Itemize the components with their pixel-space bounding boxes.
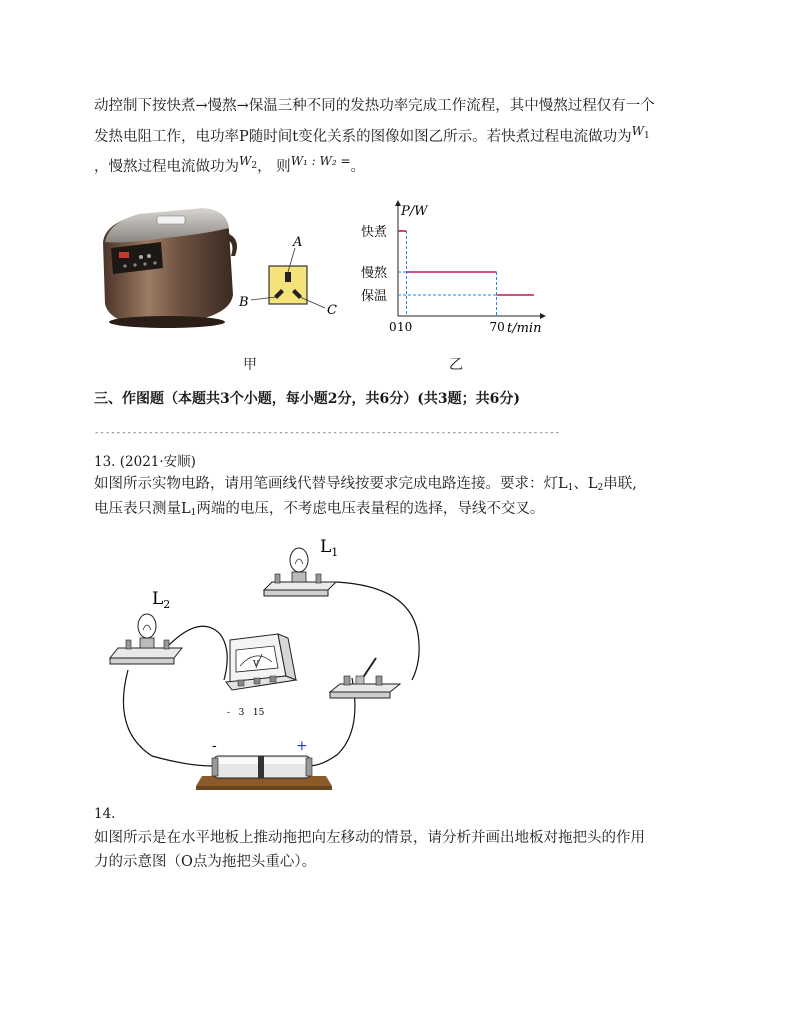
q13-sub1: 1	[567, 483, 574, 493]
label-l2: $L_2$	[152, 589, 171, 611]
q14-number: 14.	[94, 806, 116, 822]
section-3-heading: 三、作图题（本题共3个小题，每小题2分，共6分）(共3题；共6分)	[94, 391, 520, 407]
q12-text-line3	[94, 154, 365, 176]
y-axis-label: P/W	[401, 204, 428, 219]
q14-text-line2: 力的示意图（O点为拖把头重心）。	[94, 854, 317, 870]
x-axis-label: t/min	[507, 321, 542, 336]
socket-label-a: A	[293, 235, 303, 250]
q12-line2-text: 发热电阻工作，电功率P随时间t变化关系的图像如图乙所示。若快煮过程电流做功为	[94, 129, 632, 145]
figure-yi-chart	[355, 198, 555, 343]
battery-negative-label: -	[212, 738, 217, 754]
voltmeter-terminal-labels: - 3 15	[227, 708, 265, 718]
w2-subscript: 2	[251, 161, 258, 171]
q13-line2-b: 两端的电压，不考虑电压表量程的选择，导线不交叉。	[196, 501, 545, 517]
q13-line2-a: 电压表只测量L	[94, 501, 191, 517]
lamp-l2	[110, 614, 182, 664]
q13-line1-b: 、L	[573, 476, 598, 492]
q13-line1-c: 串联,	[603, 476, 637, 492]
caption-jia: 甲	[243, 357, 257, 373]
q12-text-line1: 动控制下按快煮→慢熬→保温三种不同的发热功率完成工作流程，其中慢熬过程仅有一个	[94, 98, 655, 114]
w1-subscript: 1	[643, 131, 650, 141]
circuit-figure	[100, 530, 440, 795]
battery-positive-label: +	[296, 738, 308, 754]
caption-yi: 乙	[449, 357, 463, 373]
q13-number: 13. (2021·安顺)	[94, 454, 196, 470]
ratio-expression: W₁ : W₂ =	[290, 154, 351, 168]
tick-label-0: 0	[389, 320, 397, 334]
battery	[196, 756, 332, 790]
tick-label-70: 70	[489, 320, 505, 334]
q13-sub2: 2	[597, 483, 604, 493]
q13-text-line2	[94, 497, 544, 518]
figure-jia	[95, 200, 345, 340]
socket-label-c: C	[327, 303, 337, 318]
x-axis-arrow	[540, 313, 546, 319]
voltmeter-symbol: V	[253, 659, 259, 668]
level-label-1: 慢熬	[361, 266, 388, 281]
q13-sub3: 1	[190, 508, 197, 518]
voltmeter	[226, 634, 296, 690]
wire-l1-to-switch	[336, 582, 419, 680]
w1-symbol: W	[631, 124, 644, 138]
chart-layer	[361, 200, 546, 336]
q12-line3-part1: ，慢熬过程电流做功为	[94, 159, 239, 175]
socket-label-b: B	[239, 295, 249, 310]
q13-line1-a: 如图所示实物电路，请用笔画线代替导线按要求完成电路连接。要求：灯L	[94, 476, 568, 492]
q14-text-line1: 如图所示是在水平地板上推动拖把向左移动的情景，请分析并画出地板对拖把头的作用	[94, 830, 645, 846]
level-label-2: 保温	[361, 289, 388, 304]
w2-symbol: W	[239, 154, 252, 168]
level-label-0: 快煮	[361, 225, 388, 240]
q13-text-line1	[94, 472, 637, 493]
tick-label-10: 10	[397, 320, 413, 334]
q12-text-line2	[94, 124, 650, 146]
three-pin-socket	[251, 248, 325, 308]
divider: --------------------------------------------------------------------------------------	[94, 428, 560, 438]
q12-line3-part2: ， 则	[257, 159, 291, 175]
q12-line3-part3: 。	[350, 159, 366, 175]
rice-cooker-image	[103, 208, 237, 328]
wire-l2-to-battery	[123, 670, 212, 766]
switch	[330, 658, 400, 698]
label-l1: $L_1$	[320, 537, 339, 559]
